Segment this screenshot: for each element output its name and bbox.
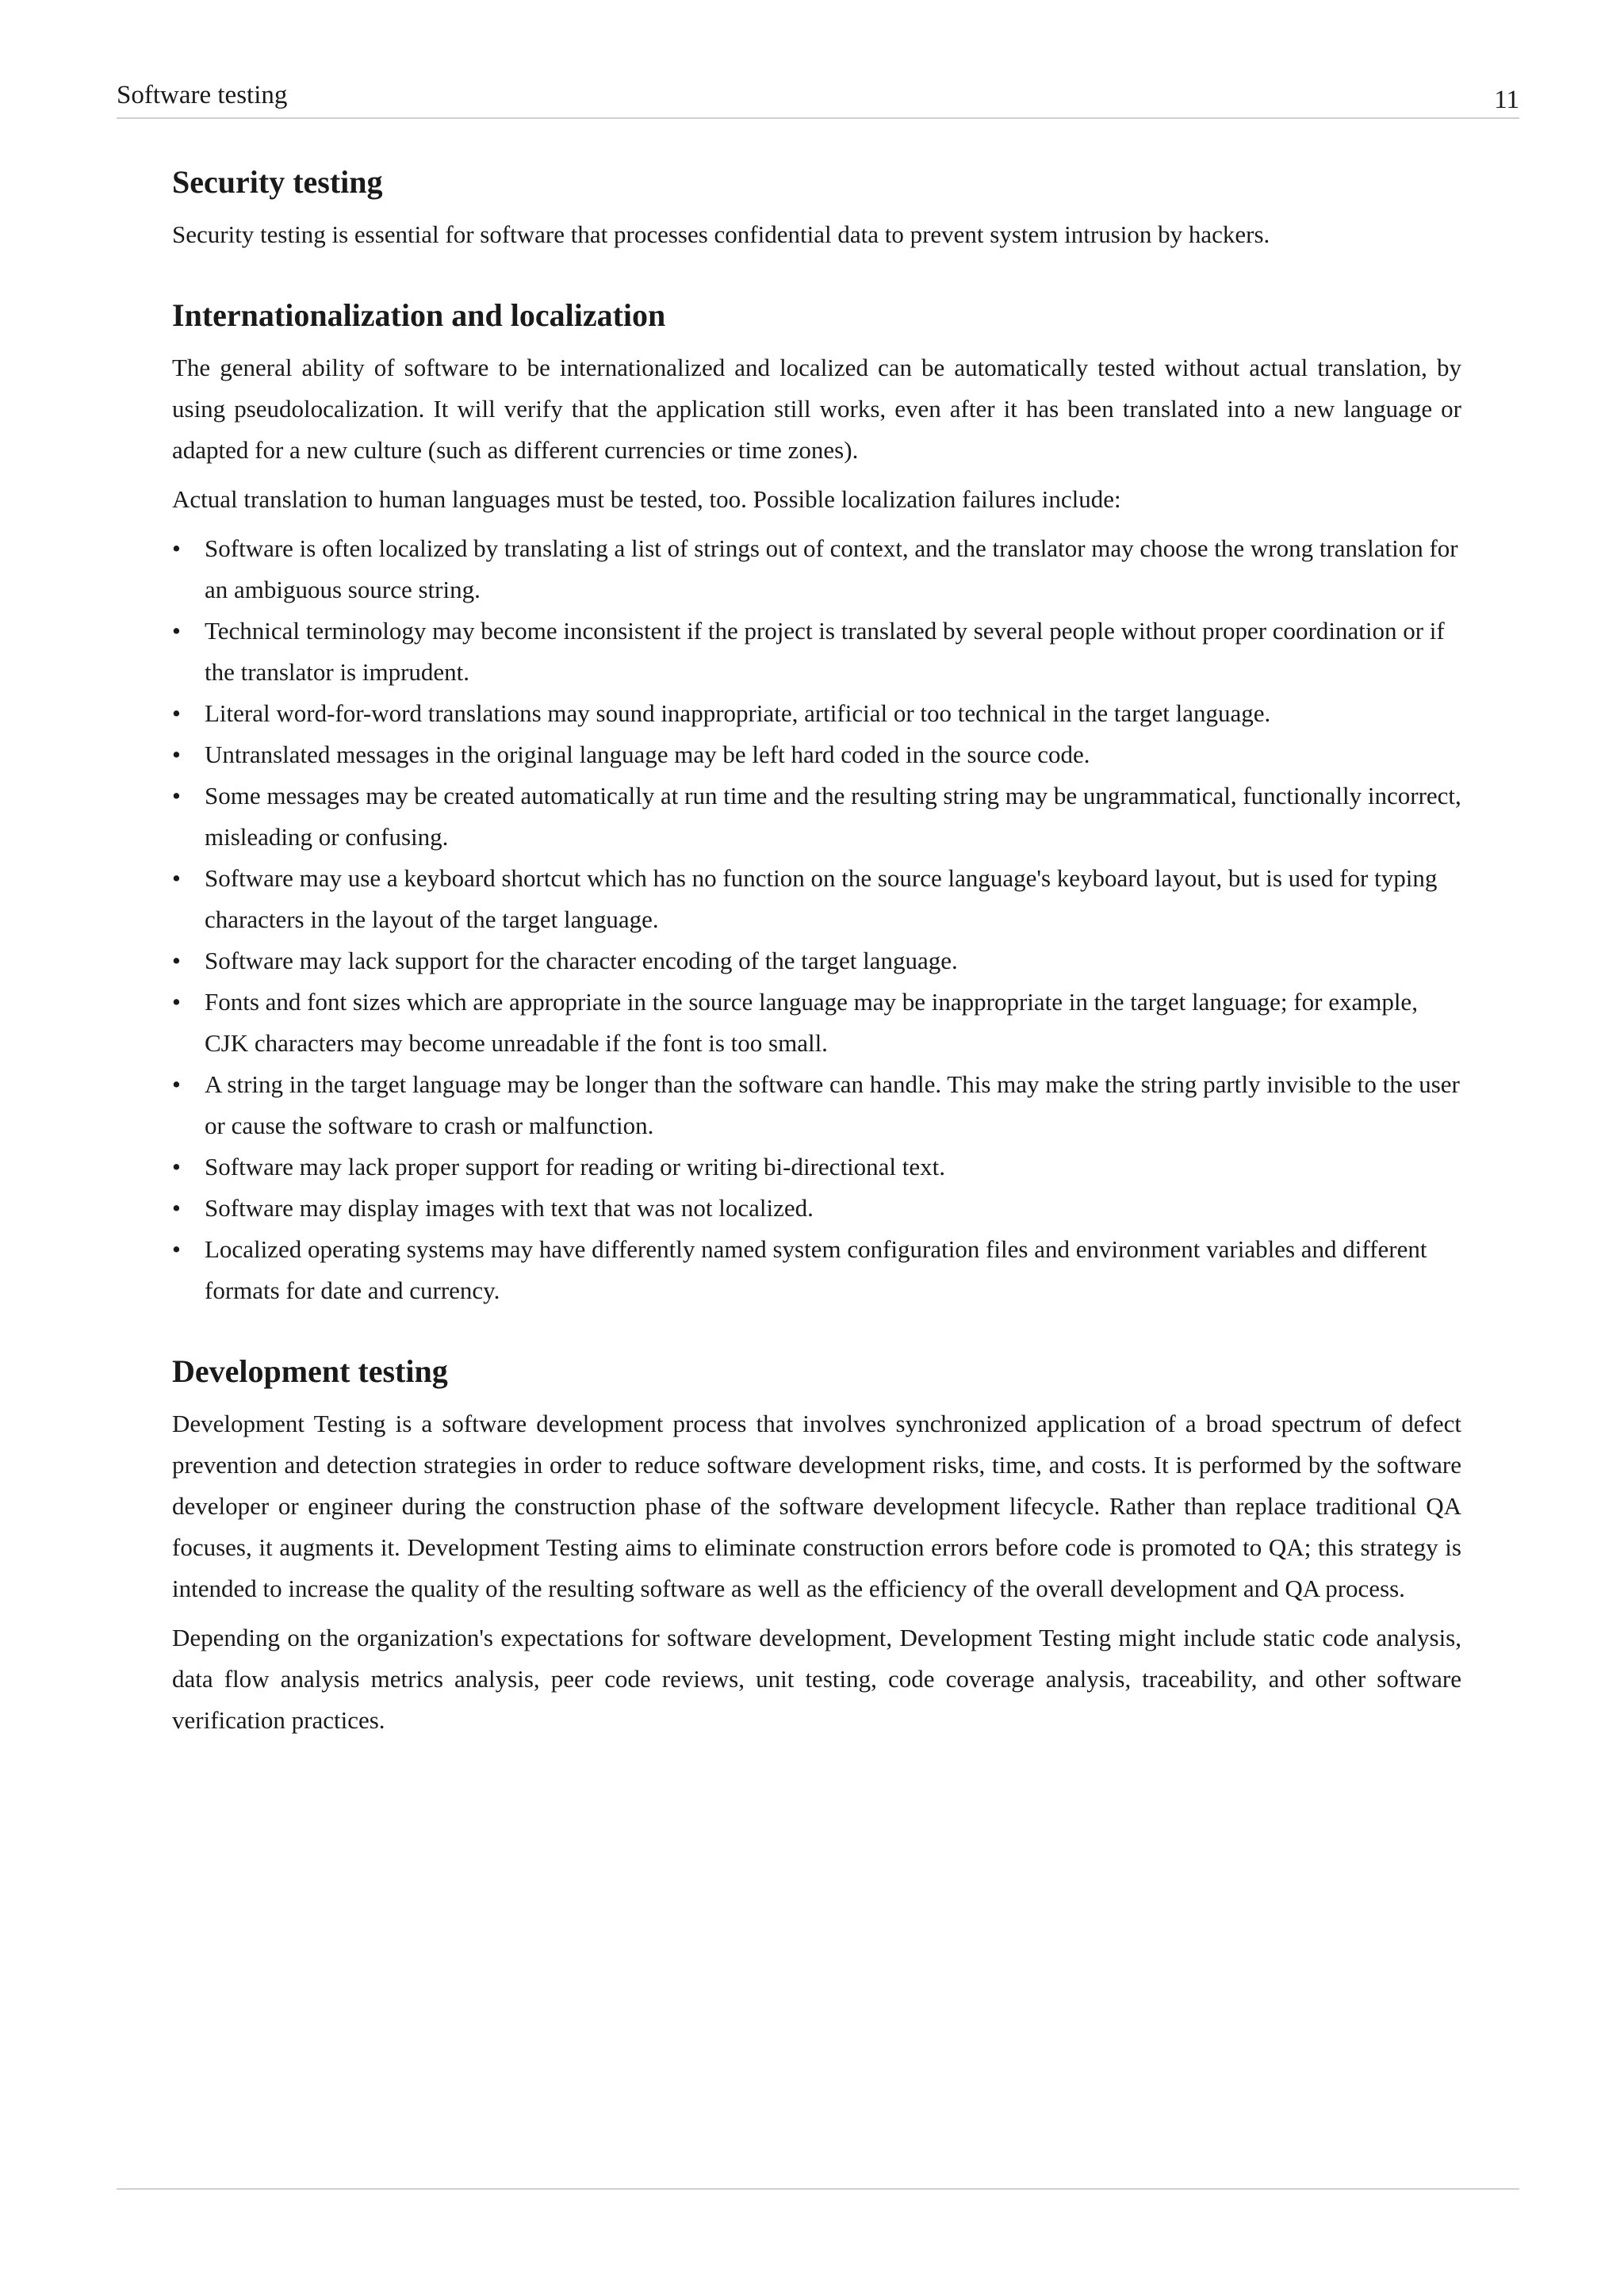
bullet: • [172,1153,181,1181]
list-item [172,734,1461,775]
bullet: • [172,534,181,562]
list-item-text: Software may display images with text that was not localized. [205,1194,814,1222]
bullet: • [172,864,181,892]
list-item [172,693,1461,734]
list-item-text: A string in the target language may be longer than the software can handle. This may make the string partly invisible to the user or cause the software to crash or malfunction. [205,1070,1460,1139]
list-item-text: Software may lack proper support for reading or writing bi-directional text. [205,1153,946,1181]
list-item [172,858,1461,940]
list-item [172,775,1461,858]
list-item [172,610,1461,693]
list-item [172,1146,1461,1188]
page-content [172,162,1461,1749]
paragraph: Actual translation to human languages must be tested, too. Possible localization failures include: [172,485,1121,513]
paragraph: Development Testing is a software development process that involves synchronized application of a broad spectrum of defect prevention and detection strategies in order to reduce software development risks, time, and costs. It is performed by the software developer or engineer during the construction phase of the software development lifecycle. Rather than replace traditional QA focuses, it augments it. Development Testing aims to eliminate construction errors before code is promoted to QA; this strategy is intended to increase the quality of the resulting software as well as the efficiency of the overall development and QA process. [172,1410,1461,1602]
list-item-text: Some messages may be created automatically at run time and the resulting string may be ungrammatical, functionally incorrect, misleading or confusing. [205,782,1461,851]
list-item-text: Literal word-for-word translations may sound inappropriate, artificial or too technical in the target language. [205,699,1271,727]
list-item-text: Fonts and font sizes which are appropriate in the source language may be inappropriate in the target language; for example, CJK characters may become unreadable if the font is too small. [205,988,1418,1057]
bullet: • [172,1070,181,1098]
page-number: 11 [1494,86,1519,114]
list-item [172,528,1461,610]
section-heading: Development testing [172,1353,448,1389]
section-development-testing [172,1351,1461,1741]
list-item-text: Technical terminology may become inconsistent if the project is translated by several people without proper coordination or if the translator is imprudent. [205,617,1445,686]
bullet: • [172,699,181,727]
page-header [117,76,1519,119]
section-heading: Internationalization and localization [172,297,666,333]
list-item [172,940,1461,982]
bullet: • [172,947,181,974]
bullet: • [172,617,181,645]
list-item-text: Software is often localized by translating a list of strings out of context, and the translator may choose the wrong translation for an ambiguous source string. [205,534,1458,603]
bullet: • [172,1235,181,1263]
list-item [172,982,1461,1064]
list-item [172,1229,1461,1311]
list-item [172,1064,1461,1146]
running-title: Software testing [117,81,288,109]
paragraph: Depending on the organization's expectations for software development, Development Testing might include static code analysis, data flow analysis metrics analysis, peer code reviews, unit testing, code coverage analysis, traceability, and other software verification practices. [172,1624,1461,1734]
section-internationalization [172,295,1461,1311]
list-item-text: Untranslated messages in the original language may be left hard coded in the source code. [205,740,1090,768]
list-item-text: Localized operating systems may have differently named system configuration files and environment variables and different formats for date and currency. [205,1235,1427,1304]
bullet: • [172,740,181,768]
section-heading: Security testing [172,164,383,200]
localization-failures-list [172,528,1461,1311]
section-security-testing [172,162,1461,255]
page-footer-rule [117,2188,1519,2190]
bullet: • [172,1194,181,1222]
list-item-text: Software may use a keyboard shortcut which has no function on the source language's keyboard layout, but is used for typing characters in the layout of the target language. [205,864,1438,933]
list-item [172,1188,1461,1229]
paragraph: The general ability of software to be internationalized and localized can be automatically tested without actual translation, by using pseudolocalization. It will verify that the application still works, even after it has been translated into a new language or adapted for a new culture (such as different currencies or time zones). [172,354,1461,464]
bullet: • [172,782,181,809]
bullet: • [172,988,181,1016]
paragraph: Security testing is essential for software that processes confidential data to prevent system intrusion by hackers. [172,220,1270,248]
list-item-text: Software may lack support for the character encoding of the target language. [205,947,958,974]
